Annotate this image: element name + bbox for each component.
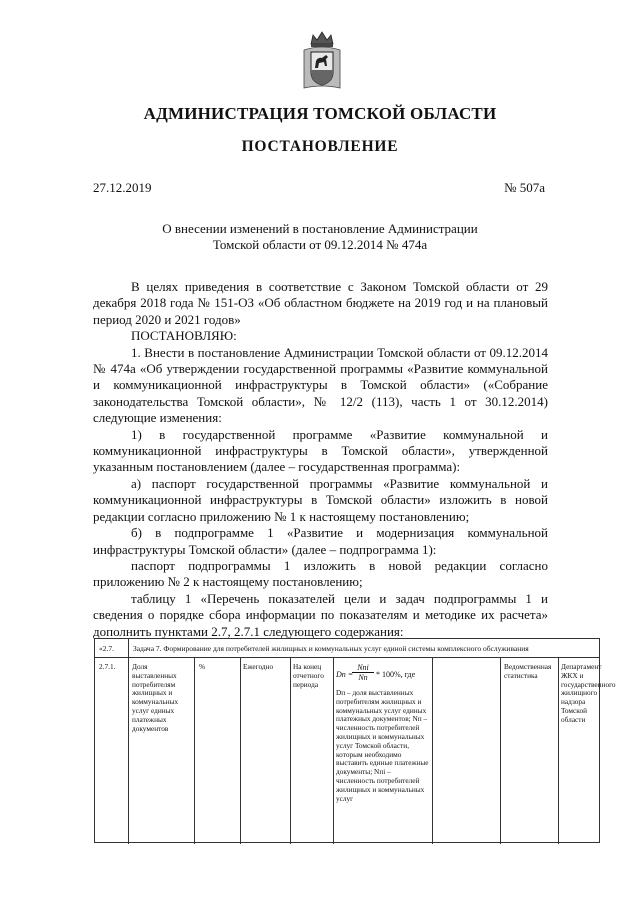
formula-tail: * 100%, где (376, 670, 416, 679)
document-number: № 507а (504, 180, 545, 195)
document-type: ПОСТАНОВЛЕНИЕ (241, 138, 399, 155)
column-divider (432, 657, 433, 844)
data-source: Ведомственная статистика (504, 662, 552, 680)
formula-denominator: Nп (358, 673, 368, 682)
column-divider (240, 657, 241, 844)
paragraph-table: таблицу 1 «Перечень показателей цели и задач подпрограммы 1 и сведения о порядке сбора информации по показателям и методике их расчета» дополнить пунктами 2.7, 2.7.1 следующего содержания: (93, 590, 548, 639)
subject-line-2: Томской области от 09.12.2014 № 474а (212, 237, 428, 252)
organization-name: АДМИНИСТРАЦИЯ ТОМСКОЙ ОБЛАСТИ (143, 104, 497, 123)
paragraph-item-a: а) паспорт государственной программы «Развитие коммунальной и коммуникационной инфраструктуры в Томской области» изложить в новой редакции согласно приложению № 1 к настоящему постановлению; (93, 475, 548, 524)
unit: % (199, 662, 206, 671)
formula-numerator: Nпi (352, 663, 374, 673)
table-task-row (95, 639, 599, 658)
column-divider (194, 657, 195, 844)
row-number: 2.7.1. (99, 662, 116, 671)
column-divider (333, 657, 334, 844)
formula (336, 663, 432, 687)
paragraph-preamble: В целях приведения в соответствие с Законом Томской области от 29 декабря 2018 года № 151-ОЗ «Об областном бюджете на 2019 год и на плановый период 2020 и 2021 годов» (93, 279, 548, 327)
formula-lhs: Dп = (336, 670, 354, 679)
task-number: «2.7. (99, 644, 114, 653)
paragraph-resolve: ПОСТАНОВЛЯЮ: (131, 328, 237, 344)
paragraph-item-1: 1. Внести в постановление Администрации Томской области от 09.12.2014 № 474а «Об утверждении государственной программы «Развитие коммунальной и коммуникационной инфраструктуры в Томской области» («Собрание законодательства Томской области», № 12/2 (113), часть 1 от 30.12.2014) следующие изменения: (93, 344, 548, 426)
paragraph-item-1-1: 1) в государственной программе «Развитие коммунальной и коммуникационной инфраструктуры в Томской области», утвержденной указанным постановлением (далее – государственная программа): (93, 426, 548, 475)
frequency: Ежегодно (243, 662, 274, 671)
indicators-table (94, 638, 616, 843)
calculation-method: Dп – доля выставленных потребителям жилищных и коммунальных услуг единых платежных документов; Nп – численность потребителей жилищных и коммунальных услуг Томской области, которым необходимо выставить единые платежные документы; Nпi – численность потребителей жилищных и коммунальных услуг (336, 688, 429, 803)
period: На конец отчетного периода (293, 662, 324, 689)
paragraph-passport: паспорт подпрограммы 1 изложить в новой редакции согласно приложению № 2 к настоящему постановлению; (93, 557, 548, 590)
document-subject (130, 221, 510, 253)
responsible: Департамент ЖКХ и государственного жилищного надзора Томской области (561, 662, 616, 724)
tomsk-coat-of-arms-icon (302, 30, 342, 92)
column-divider (290, 657, 291, 844)
paragraph-item-b: б) в подпрограмме 1 «Развитие и модернизация коммунальной инфраструктуры Томской области» (далее – подпрограмма 1): (93, 525, 548, 557)
document-body (93, 279, 548, 640)
task-title: Задача 7. Формирование для потребителей жилищных и коммунальных услуг единой системы комплексного обслуживания (133, 644, 529, 653)
column-divider (500, 657, 501, 844)
subject-line-1: О внесении изменений в постановление Администрации (162, 221, 478, 236)
column-divider (558, 657, 559, 844)
indicator-name: Доля выставленных потребителям жилищных и коммунальных услуг единых платежных документов (132, 662, 179, 733)
column-divider (128, 639, 129, 844)
document-date: 27.12.2019 (93, 180, 152, 195)
formula-fraction (352, 663, 374, 682)
